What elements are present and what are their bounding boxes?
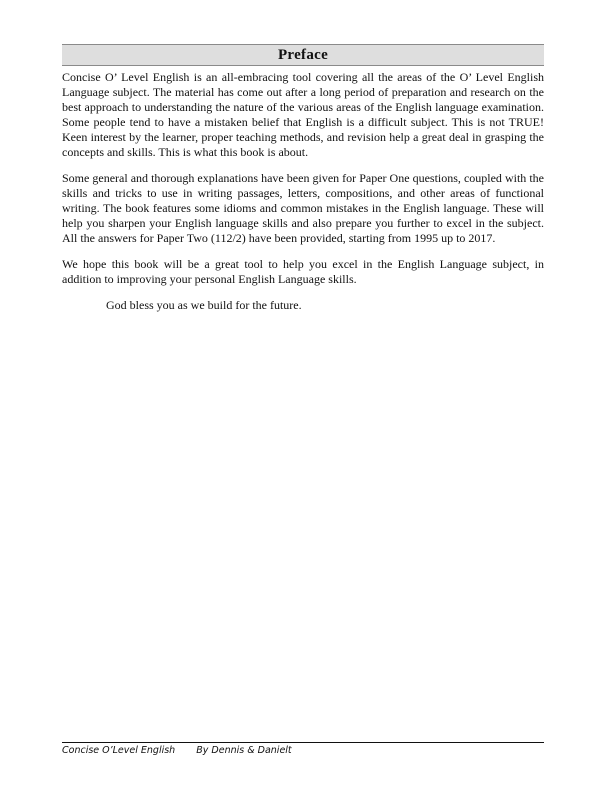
preface-heading-bar xyxy=(62,44,544,66)
preface-paragraph-1: Concise O’ Level English is an all-embracing tool covering all the areas of the O’ Level English Language subject. The material has come out after a long period of preparation and research on the best approach to understanding the nature of the various areas of the English language examination. Some people tend to have a mistaken belief that English is a difficult subject. This is not TRUE! Keen interest by the learner, proper teaching methods, and revision help a great deal in grasping the concepts and skills. This is what this book is about. xyxy=(62,70,544,159)
preface-paragraph-2: Some general and thorough explanations have been given for Paper One questions, coupled with the skills and tricks to use in writing passages, letters, compositions, and other areas of functional writing. The book features some idioms and common mistakes in the English language. These will help you sharpen your English language skills and also prepare you further to excel in the subject. All the answers for Paper Two (112/2) have been provided, starting from 1995 up to 2017. xyxy=(62,171,544,245)
preface-paragraph-3: We hope this book will be a great tool to help you excel in the English Language subject, in addition to improving your personal English Language skills. xyxy=(62,257,544,286)
page-title: Preface xyxy=(277,46,329,63)
page-footer xyxy=(62,742,544,756)
closing-blessing: God bless you as we build for the future. xyxy=(106,298,302,312)
preface-body xyxy=(62,70,544,324)
footer-authors: By Dennis & Danielt xyxy=(196,745,292,756)
footer-book-title: Concise O’Level English xyxy=(62,745,176,756)
